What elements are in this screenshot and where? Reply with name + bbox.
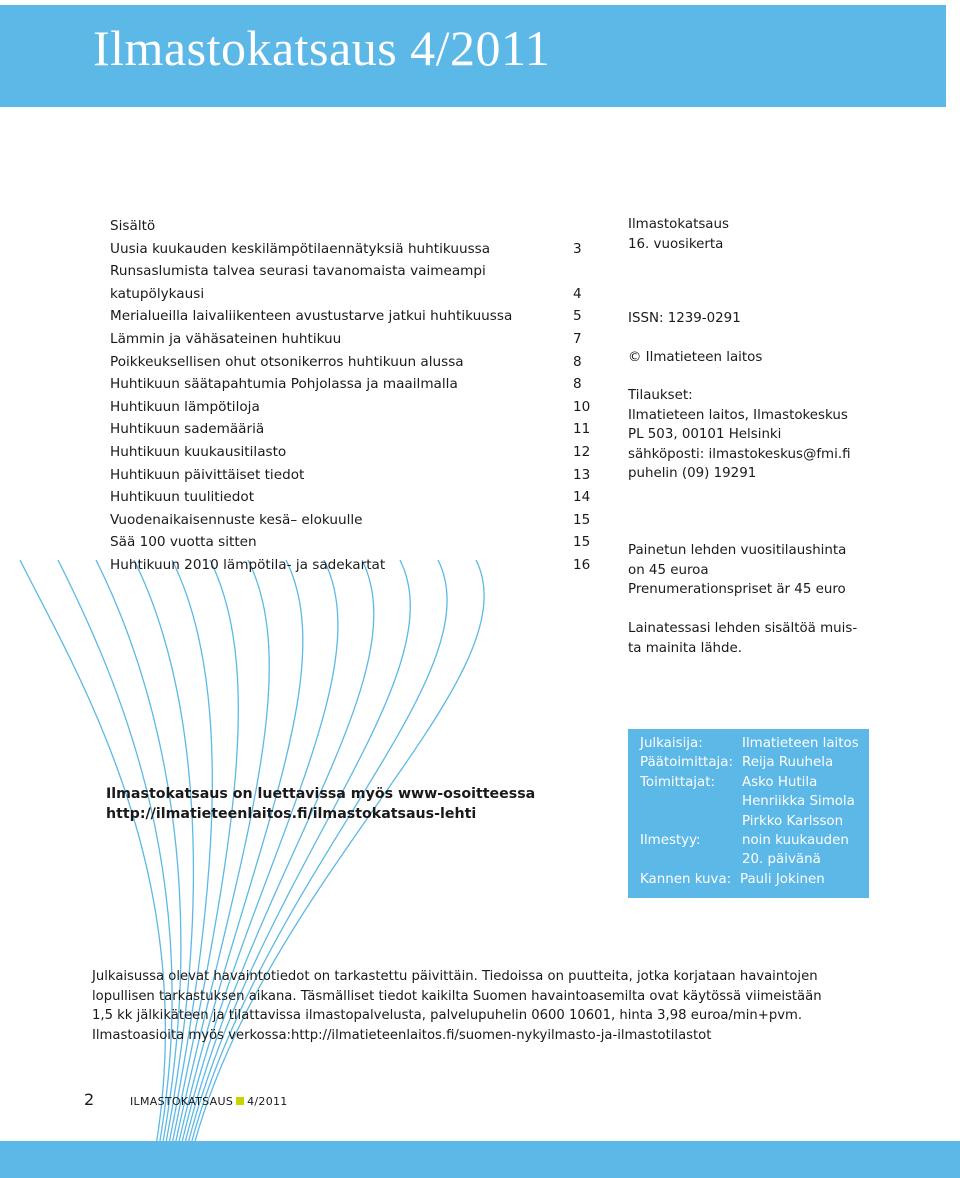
toc-item-page: 12 (573, 443, 591, 460)
credit-value: Asko Hutila (742, 774, 818, 790)
toc-item[interactable] (110, 260, 595, 283)
price-line: Prenumerationspriset är 45 euro (628, 582, 846, 597)
toc-item-title: katupölykausi (110, 285, 205, 302)
issn (628, 309, 741, 329)
toc-item[interactable] (110, 328, 595, 351)
order-line: Ilmatieteen laitos, Ilmastokeskus (628, 407, 848, 423)
square-icon (236, 1097, 244, 1105)
toc-item[interactable] (110, 305, 595, 328)
publication-volume: 16. vuosikerta (628, 236, 724, 252)
order-phone: puhelin (09) 19291 (628, 466, 757, 481)
credit-value: Ilmatieteen laitos (742, 736, 859, 751)
toc-item-title: Huhtikuun 2010 lämpötila- ja sadekartat (110, 556, 386, 573)
toc-item-page: 7 (573, 330, 582, 347)
credit-label: Toimittajat: (640, 774, 715, 790)
toc-item-title: Uusia kuukauden keskilämpötilaennätyksiä huhtikuussa (110, 240, 491, 257)
toc-item-page: 13 (573, 466, 591, 483)
toc-item-title: Huhtikuun säätapahtumia Pohjolassa ja maailmalla (110, 376, 458, 393)
toc-item-page: 8 (573, 353, 582, 370)
page-title: Ilmastokatsaus 4/2011 (93, 20, 551, 76)
decorative-curve (20, 560, 165, 1178)
toc-item-title: Vuodenaikaisennuste kesä– elokuulle (110, 511, 363, 528)
credit-value: Reija Ruuhela (742, 755, 834, 771)
citation-note (628, 619, 857, 658)
toc-item[interactable] (110, 509, 595, 532)
toc-item[interactable] (110, 531, 595, 554)
toc-item[interactable] (110, 418, 595, 441)
publication-info (628, 215, 729, 254)
credit-label: Julkaisija: (640, 736, 703, 751)
credit-value: Pirkko Karlsson (742, 813, 844, 829)
order-email[interactable]: sähköposti: ilmastokeskus@fmi.fi (628, 446, 851, 462)
copyright (628, 348, 762, 368)
page-number: 2 (84, 1090, 95, 1109)
price-line: Painetun lehden vuositilaushinta (628, 543, 847, 558)
toc-item[interactable] (110, 238, 595, 261)
decorative-curve (177, 560, 374, 1178)
credit-value: Pauli Jokinen (740, 871, 825, 887)
header-banner (0, 5, 946, 107)
toc-item-page: 14 (573, 489, 591, 506)
disclaimer-line: Julkaisussa olevat havaintotiedot on tarkastettu päivittäin. Tiedoissa on puutteita, jotka korjataan havaintojen (92, 969, 818, 984)
toc-item[interactable] (110, 396, 595, 419)
toc-item-title: Sää 100 vuotta sitten (110, 534, 257, 551)
footer-publication (130, 1095, 288, 1108)
footer-issue: 4/2011 (247, 1095, 288, 1108)
table-of-contents (110, 215, 595, 577)
web-notice (106, 784, 535, 824)
citation-line: Lainatessasi lehden sisältöä muis- (628, 621, 858, 636)
toc-item-title: Huhtikuun tuulitiedot (110, 489, 255, 506)
order-line: PL 503, 00101 Helsinki (628, 427, 782, 442)
footer-publication-name: ILMASTOKATSAUS (130, 1095, 234, 1108)
toc-item[interactable] (110, 351, 595, 374)
toc-item-title: Huhtikuun sademääriä (110, 421, 265, 438)
disclaimer (92, 967, 892, 1045)
toc-item-page: 11 (573, 421, 591, 438)
order-info (628, 386, 851, 484)
toc-item-title: Poikkeuksellisen ohut otsonikerros huhtikuun alussa (110, 353, 464, 370)
credit-value: 20. päivänä (742, 852, 821, 868)
disclaimer-line[interactable]: Ilmastoasioita myös verkossa:http://ilmatieteenlaitos.fi/suomen-nykyilmasto-ja-ilmastotilastot (92, 1027, 712, 1043)
web-notice-link[interactable]: http://ilmatieteenlaitos.fi/ilmastokatsaus-lehti (106, 806, 477, 822)
toc-item-page: 4 (573, 285, 582, 302)
price-line: on 45 euroa (628, 562, 709, 578)
toc-item-title: Runsaslumista talvea seurasi tavanomaista vaimeampi (110, 263, 486, 280)
credit-value: noin kuukauden (742, 833, 849, 848)
decorative-curve (186, 560, 484, 1178)
toc-item-page: 8 (573, 376, 582, 393)
decorative-curve (171, 560, 303, 1178)
credit-label: Päätoimittaja: (640, 755, 733, 771)
web-notice-text: Ilmastokatsaus on luettavissa myös www-osoitteessa (106, 786, 536, 802)
decorative-curve (58, 560, 172, 1178)
publication-name: Ilmastokatsaus (628, 217, 729, 232)
subscription-price (628, 541, 846, 600)
toc-list (110, 238, 595, 577)
decorative-curve (183, 560, 447, 1178)
disclaimer-line: 1,5 kk jälkikäteen ja tilattavissa ilmastopalvelusta, palvelupuhelin 0600 10601, hinta 3,98 euroa/min+pvm. (92, 1008, 803, 1023)
toc-item[interactable] (110, 486, 595, 509)
toc-heading: Sisältö (110, 218, 156, 234)
toc-item-page: 3 (573, 240, 582, 257)
toc-item-title: Huhtikuun päivittäiset tiedot (110, 466, 305, 483)
toc-item-title: Merialueilla laivaliikenteen avustustarve jatkui huhtikuussa (110, 308, 513, 325)
toc-item-page: 16 (573, 556, 591, 573)
credit-label: Kannen kuva: (640, 871, 732, 887)
citation-line: ta mainita lähde. (628, 640, 743, 656)
toc-item-page: 15 (573, 511, 591, 528)
toc-item-title: Lämmin ja vähäsateinen huhtikuu (110, 330, 342, 347)
toc-item-title: Huhtikuun kuukausitilasto (110, 443, 287, 460)
toc-item[interactable] (110, 373, 595, 396)
footer-band (0, 1141, 960, 1178)
copyright-text: © Ilmatieteen laitos (628, 350, 763, 365)
disclaimer-line: lopullisen tarkastuksen aikana. Täsmälliset tiedot kaikilta Suomen havaintoasemilta ovat käytössä viimeistään (92, 988, 822, 1004)
decorative-curve (180, 560, 410, 1178)
toc-item-title: Huhtikuun lämpötiloja (110, 398, 260, 415)
credit-value: Henriikka Simola (742, 794, 855, 810)
issn-text: ISSN: 1239-0291 (628, 311, 741, 326)
toc-item[interactable] (110, 441, 595, 464)
toc-item[interactable] (110, 283, 595, 306)
toc-item[interactable] (110, 554, 595, 577)
toc-item-page: 5 (573, 308, 582, 325)
toc-item[interactable] (110, 464, 595, 487)
order-line: Tilaukset: (628, 388, 693, 403)
credit-label: Ilmestyy: (640, 833, 701, 848)
decorative-curve (168, 560, 269, 1178)
decorative-curve (174, 560, 338, 1178)
credits-box (628, 729, 869, 898)
toc-item-page: 10 (573, 398, 591, 415)
toc-item-page: 15 (573, 534, 591, 551)
